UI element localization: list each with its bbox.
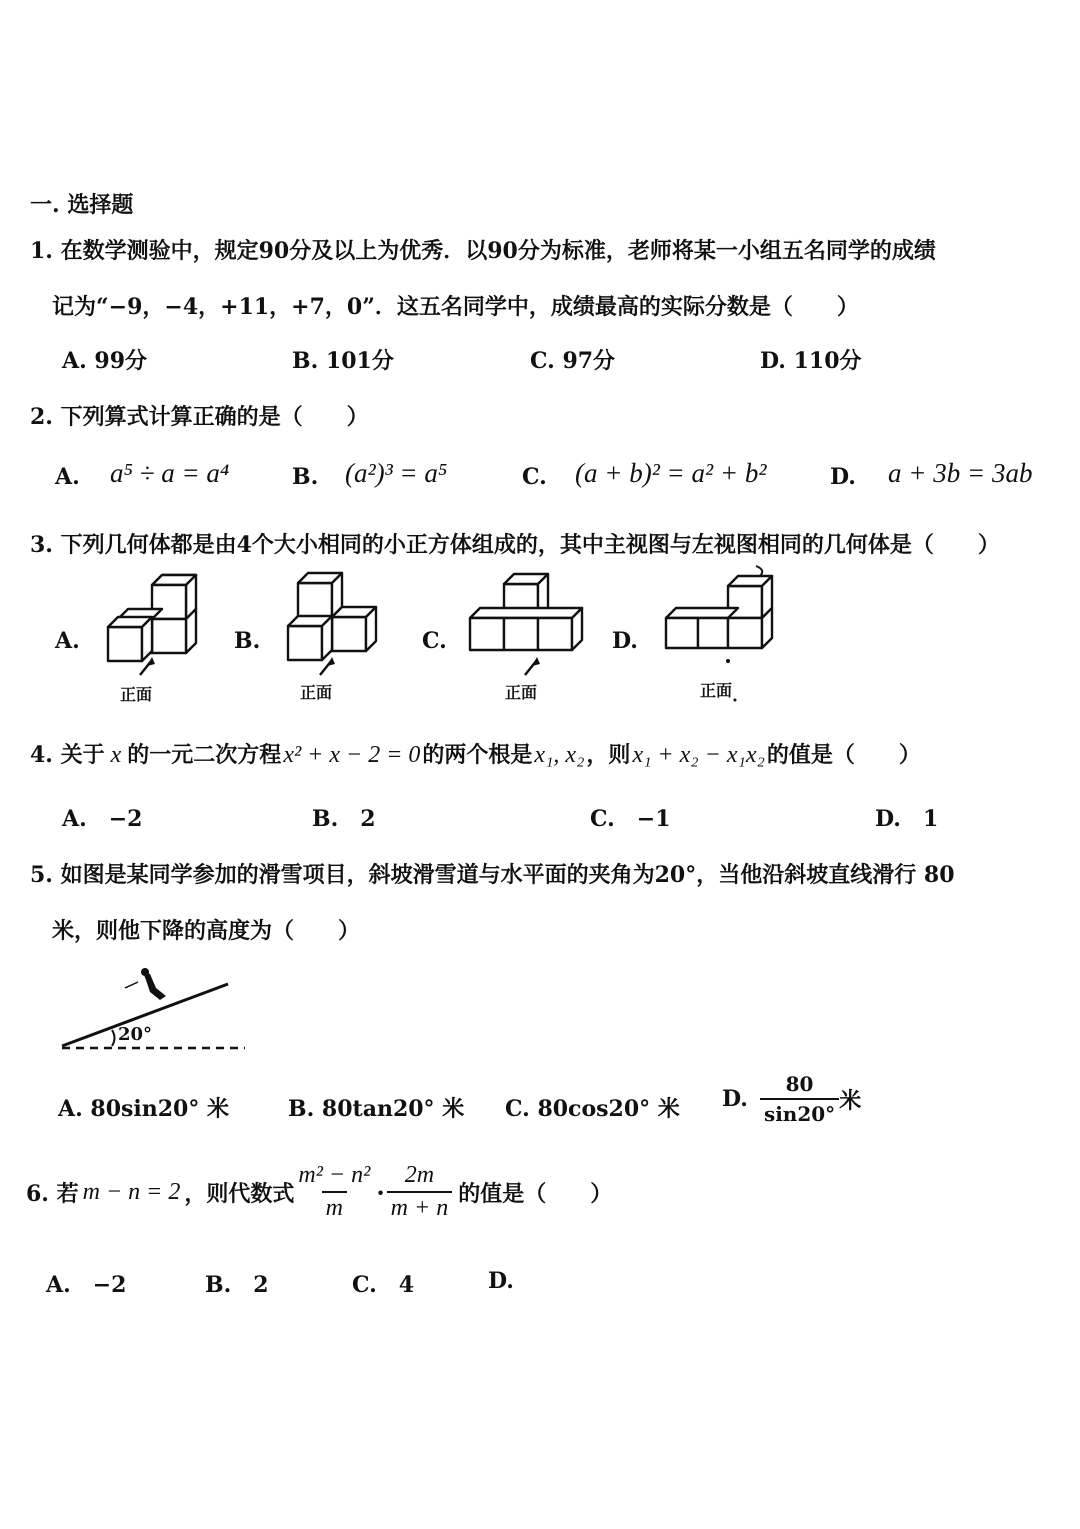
q2-option-a-label[interactable]: A. xyxy=(55,464,80,490)
q2-option-b-formula: (a²)³ = a⁵ xyxy=(345,458,448,488)
q3-front-label-c: 正面 xyxy=(505,683,538,702)
q5-option-d[interactable] xyxy=(722,1072,861,1126)
q6-fraction-1-numerator: m² − n² xyxy=(298,1162,371,1188)
q6-fraction-1-denominator: m xyxy=(322,1191,347,1222)
q6-option-a[interactable]: A. −2 xyxy=(46,1272,127,1298)
q2-option-d-label[interactable]: D. xyxy=(830,464,856,490)
q2-option-c-formula: (a + b)² = a² + b² xyxy=(575,458,767,488)
q1-stem-line2: 记为“−9，−4，+11，+7，0”．这五名同学中，成绩最高的实际分数是（ ） xyxy=(52,294,859,320)
q1-option-d[interactable]: D. 110分 xyxy=(760,348,862,374)
q4-roots: x₁, x₂ xyxy=(534,742,585,768)
q6-stem-mid: ，则代数式 xyxy=(184,1180,295,1207)
q4-stem-end: 的值是（ ） xyxy=(766,742,921,768)
q4-expression: x₁ + x₂ − x₁x₂ xyxy=(632,742,765,768)
q4-stem-mid: 的一元二次方程 xyxy=(127,742,282,768)
q4-stem-mid2: 的两个根是 xyxy=(422,742,533,768)
q5-angle-label: 20° xyxy=(118,1024,153,1045)
q5-option-d-unit: 米 xyxy=(839,1087,862,1114)
q5-option-d-fraction xyxy=(760,1072,839,1126)
q5-option-b[interactable]: B. 80tan20° 米 xyxy=(288,1096,465,1122)
q5-slope-figure xyxy=(50,960,260,1060)
q3-cube-figures xyxy=(0,560,1080,710)
q1-stem-line1: 1. 在数学测验中，规定90分及以上为优秀．以90分为标准，老师将某一小组五名同学的成绩 xyxy=(30,238,936,264)
q3-option-c-label[interactable]: C. xyxy=(422,628,447,654)
q4-option-a[interactable]: A. −2 xyxy=(62,806,143,832)
q4-equation: x² + x − 2 = 0 xyxy=(283,742,421,768)
q3-option-d-label[interactable]: D. xyxy=(612,628,638,654)
q1-option-c[interactable]: C. 97分 xyxy=(530,348,616,374)
q5-stem-line1: 5. 如图是某同学参加的滑雪项目，斜坡滑雪道与水平面的夹角为20°，当他沿斜坡直线滑行 80 xyxy=(30,862,955,888)
q3-front-label-b: 正面 xyxy=(300,683,333,702)
q4-var-x: x xyxy=(110,742,122,768)
q6-condition: m − n = 2 xyxy=(82,1178,181,1205)
q6-option-b[interactable]: B. 2 xyxy=(205,1272,269,1298)
q3-figure-b xyxy=(288,573,376,675)
q6-fraction-1 xyxy=(294,1162,374,1222)
q5-option-c[interactable]: C. 80cos20° 米 xyxy=(505,1096,680,1122)
q2-option-b-label[interactable]: B. xyxy=(292,464,319,490)
q6-stem-end: 的值是（ ） xyxy=(458,1180,613,1207)
q6-stem-start: 6. 若 xyxy=(26,1180,79,1207)
q3-option-a-label[interactable]: A. xyxy=(55,628,80,654)
q5-stem-line2: 米，则他下降的高度为（ ） xyxy=(52,918,361,944)
q5-option-a[interactable]: A. 80sin20° 米 xyxy=(58,1096,230,1122)
q5-option-d-numerator: 80 xyxy=(785,1072,814,1096)
q5-option-d-label: D. xyxy=(722,1086,748,1112)
q4-stem-mid3: ，则 xyxy=(586,742,631,768)
q4-option-c[interactable]: C. −1 xyxy=(590,806,671,832)
q5-option-d-denominator: sin20° xyxy=(760,1098,839,1126)
q6-option-c[interactable]: C. 4 xyxy=(352,1272,415,1298)
q6-fraction-2-denominator: m + n xyxy=(387,1191,453,1222)
q6-stem xyxy=(26,1162,612,1222)
q6-option-d[interactable]: D. xyxy=(488,1268,514,1294)
q4-stem-start: 4. 关于 xyxy=(30,742,105,768)
q3-figure-a xyxy=(108,575,196,675)
q4-option-d[interactable]: D. 1 xyxy=(875,806,939,832)
q6-multiply-dot: · xyxy=(376,1177,385,1207)
q6-fraction-2-numerator: 2m xyxy=(404,1162,435,1188)
q3-front-label-d: 正面 xyxy=(700,681,733,700)
q4-option-b[interactable]: B. 2 xyxy=(312,806,376,832)
q3-option-b-label[interactable]: B. xyxy=(234,628,261,654)
q4-stem xyxy=(30,738,921,769)
q1-option-a[interactable]: A. 99分 xyxy=(62,348,148,374)
q1-option-b[interactable]: B. 101分 xyxy=(292,348,394,374)
q2-option-a-formula: a⁵ ÷ a = a⁴ xyxy=(110,458,230,488)
q3-stem: 3. 下列几何体都是由4个大小相同的小正方体组成的，其中主视图与左视图相同的几何体是（ ） xyxy=(30,532,1000,558)
q6-fraction-2 xyxy=(387,1162,453,1222)
q2-option-c-label[interactable]: C. xyxy=(522,464,547,490)
section-title: 一. 选择题 xyxy=(30,192,134,218)
q2-option-d-formula: a + 3b = 3ab xyxy=(888,458,1033,488)
q2-stem: 2. 下列算式计算正确的是（ ） xyxy=(30,404,369,430)
q3-front-label-a: 正面 xyxy=(120,685,153,704)
q3-figure-c xyxy=(470,574,582,675)
